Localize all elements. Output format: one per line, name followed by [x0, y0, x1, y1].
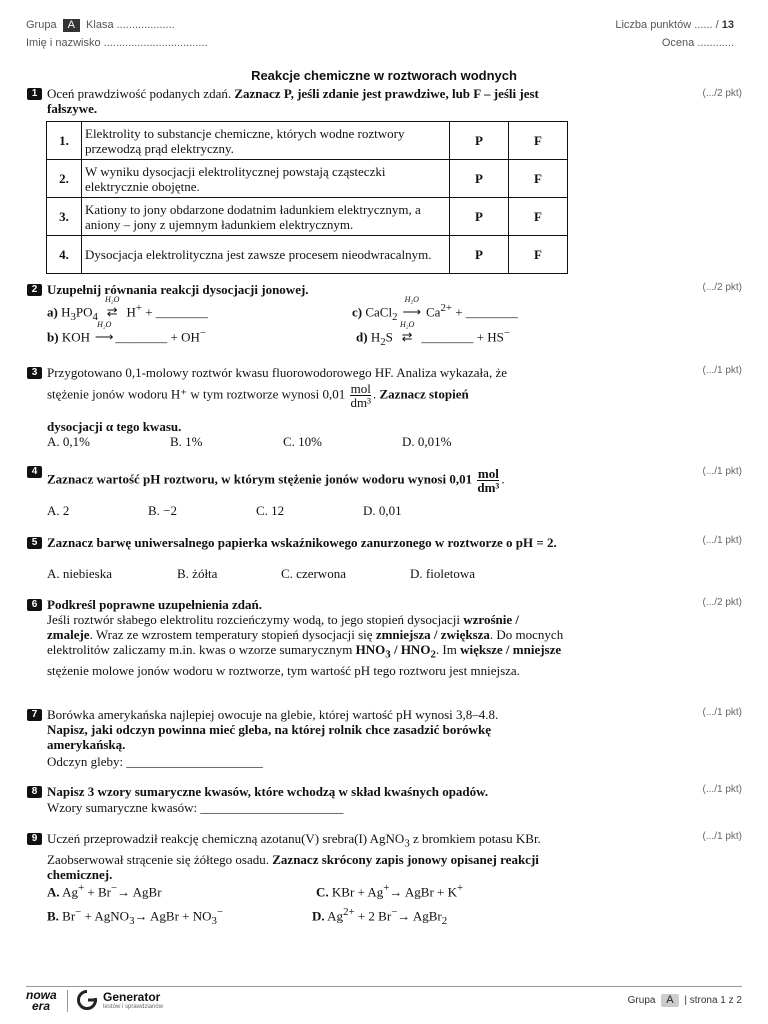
option-d[interactable]: D. $Ag^{2+} + 2$ Br−→ AgBr$_2$: [312, 906, 448, 927]
klasa-field: Klasa ...................: [86, 19, 175, 31]
q1-plain: Oceń prawdziwość podanych zdań.: [47, 86, 232, 101]
question-9-text: Uczeń przeprowadził reakcję chemiczną azotanu(V) srebra(I) AgNO$_3$ z bromkiem potasu KBr. Zaobserwował strącenie się żółtego osadu. Zaznacz skrócony zapis jonowy opisanej reakcji chemicznej.: [47, 831, 541, 882]
unit-den: dm³: [350, 395, 371, 410]
answer-line[interactable]: Wzory sumaryczne kwasów: ______________________: [47, 800, 344, 815]
points-label: (.../1 pkt): [702, 707, 742, 718]
points-total: [615, 19, 734, 31]
option-a[interactable]: A. niebieska: [47, 566, 112, 581]
question-7-bold: [47, 722, 567, 752]
row-statement: Kationy to jony obdarzone dodatnim ładunkiem elektrycznym, a aniony – jony z ujemnym ładunkiem elektrycznym.: [82, 198, 450, 236]
question-3-line2: stężenie jonów wodoru H⁺ w tym roztworze wynosi 0,01 $\frac{\text{mol}}{\text{dm³}}$ . Zaznacz stopień: [47, 381, 469, 410]
question-5-text: [47, 535, 567, 550]
points-label: (.../1 pkt): [702, 466, 742, 477]
question-number: 9: [27, 833, 42, 845]
unit-den: dm³: [477, 480, 500, 495]
true-option[interactable]: P: [450, 198, 509, 236]
points-label: (.../2 pkt): [702, 282, 742, 293]
false-option[interactable]: F: [509, 122, 568, 160]
nowa-era-logo: [26, 990, 57, 1012]
question-3-line3: [47, 419, 567, 434]
option-b[interactable]: B. Br− + AgNO$_3$→ AgBr + $NO_3^-$: [47, 906, 224, 927]
question-number: 5: [27, 537, 42, 549]
row-number: 1.: [47, 122, 82, 160]
grupa-badge: A: [63, 19, 80, 32]
option-c[interactable]: C. KBr + Ag+→ AgBr + K+: [316, 882, 464, 900]
q6-bold: Podkreśl poprawne uzupełnienia zdań.: [47, 597, 263, 612]
question-number: 2: [27, 284, 42, 296]
false-option[interactable]: F: [509, 160, 568, 198]
q4-bold: Zaznacz wartość pH roztworu, w którym stężenie jonów wodoru wynosi 0,01: [47, 471, 473, 487]
points-label: Liczba punktów ...... /: [615, 19, 719, 31]
q5-bold: Zaznacz barwę uniwersalnego papierka wskaźnikowego zanurzonego w roztworze o pH = 2.: [47, 535, 557, 550]
question-number: 1: [27, 88, 42, 100]
page-title: Reakcje chemiczne w roztworach wodnych: [251, 68, 517, 83]
row-number: 2.: [47, 160, 82, 198]
option-b[interactable]: B. 1%: [170, 434, 203, 449]
q3-text2: stężenie jonów wodoru H⁺ w tym roztworze wynosi 0,01: [47, 386, 346, 402]
points-label: (.../2 pkt): [702, 597, 742, 608]
row-statement: Dysocjacja elektrolityczna jest zawsze procesem nieodwracalnym.: [82, 236, 450, 274]
footer-grupa: Grupa: [627, 995, 656, 1006]
logo-line2: era: [32, 999, 51, 1013]
logo-line1: nowa: [26, 988, 57, 1002]
arrow-label: H₂O: [97, 320, 112, 330]
equation-a: a) $H_3PO_4$ H₂O ⇄ H+ + ________: [47, 295, 208, 323]
question-number: 8: [27, 786, 42, 798]
footer-divider: [26, 986, 742, 987]
logo-divider: [67, 990, 68, 1012]
points-label: (.../1 pkt): [702, 365, 742, 376]
unit-num: mol: [350, 381, 371, 396]
name-field: Imię i nazwisko ..................................: [26, 37, 208, 49]
row-number: 3.: [47, 198, 82, 236]
option-c[interactable]: C. 12: [256, 503, 285, 518]
q1-bold: Zaznacz P, jeśli zdanie jest prawdziwe, lub F – jeśli jest fałszywe.: [47, 86, 539, 116]
points-label: (.../1 pkt): [702, 535, 742, 546]
q2-bold: Uzupełnij równania reakcji dysocjacji jonowej.: [47, 282, 309, 297]
points-max: 13: [721, 19, 734, 31]
header-grupa: [26, 19, 175, 32]
table-row: [47, 122, 568, 160]
option-d[interactable]: D. 0,01: [363, 503, 402, 518]
true-option[interactable]: P: [450, 160, 509, 198]
table-row: [47, 236, 568, 274]
option-d[interactable]: D. 0,01%: [402, 434, 452, 449]
points-label: (.../2 pkt): [702, 88, 742, 99]
q3-bold: Zaznacz stopień: [379, 386, 469, 402]
arrow-label: H₂O: [399, 320, 415, 330]
row-statement: W wyniku dysocjacji elektrolitycznej powstają cząsteczki elektrycznie obojętne.: [82, 160, 450, 198]
footer-page-info: [628, 994, 742, 1007]
footer-page-number: | strona 1 z 2: [684, 995, 742, 1006]
row-number: 4.: [47, 236, 82, 274]
q8-bold: Napisz 3 wzory sumaryczne kwasów, które wchodzą w skład kwaśnych opadów.: [47, 784, 489, 799]
question-2-text: [47, 282, 567, 297]
question-number: 6: [27, 599, 42, 611]
true-option[interactable]: P: [450, 236, 509, 274]
arrow-label: H₂O: [404, 295, 419, 305]
option-c[interactable]: C. 10%: [283, 434, 322, 449]
points-label: (.../1 pkt): [702, 784, 742, 795]
question-number: 7: [27, 709, 42, 721]
option-b[interactable]: B. −2: [148, 503, 178, 518]
unit-num: mol: [477, 466, 499, 481]
generator-subtitle: testów i sprawdzianów: [103, 1004, 164, 1010]
option-a[interactable]: A. Ag+ + Br−→ AgBr: [47, 882, 162, 900]
q3-bold2: dysocjacji α tego kwasu.: [47, 419, 182, 434]
question-6-title: [47, 597, 567, 612]
row-statement: Elektrolity to substancje chemiczne, których wodne roztwory przewodzą prąd elektryczny.: [82, 122, 450, 160]
question-3-text: Przygotowano 0,1-molowy roztwór kwasu fluorowodorowego HF. Analiza wykazała, że: [47, 365, 507, 380]
arrow-label: H₂O: [105, 295, 120, 305]
generator-title: Generator: [103, 990, 161, 1004]
question-1-text: [47, 86, 567, 116]
option-c[interactable]: C. czerwona: [281, 566, 346, 581]
question-6-body: Jeśli roztwór słabego elektrolitu rozcieńczymy wodą, to jego stopień dysocjacji wzrośnie / zmaleje. Wraz ze wzrostem temperatury stopień dysocjacji się zmniejsza / zwiększa. Do mocnych elektrolitów zaliczamy m.in. kwas o wzorze sumarycznym $HNO_3 / HNO_2$. Im większe / mniejsze stężenie molowe jonów wodoru w roztworze, tym wartość pH tego roztworu jest mniejsza.: [47, 612, 564, 678]
true-false-table: [46, 121, 568, 274]
points-label: (.../1 pkt): [702, 831, 742, 842]
true-option[interactable]: P: [450, 122, 509, 160]
answer-line[interactable]: Odczyn gleby: _____________________: [47, 754, 263, 769]
footer-grupa-badge: A: [661, 994, 678, 1007]
option-a[interactable]: A. 2: [47, 503, 70, 518]
q7-bold: Napisz, jaki odczyn powinna mieć gleba, na której rolnik chce zasadzić borówkę amerykańską.: [47, 722, 492, 752]
grade-field: Ocena ............: [661, 37, 734, 49]
table-row: [47, 198, 568, 236]
equation-b: b) KOH H₂O ⟶ ________ + OH−: [47, 320, 206, 345]
question-number: 4: [27, 466, 42, 478]
unit-fraction: [350, 382, 371, 409]
equation-c: c) CaCl$_2$ H₂O ⟶ $Ca^{2+}$ + ________: [352, 295, 518, 323]
option-a[interactable]: A. 0,1%: [47, 434, 90, 449]
question-4-text: Zaznacz wartość pH roztworu, w którym stężenie jonów wodoru wynosi 0,01 $\frac{\text{mol}}{\text{dm³}}$ .: [47, 466, 505, 495]
equation-d: d) $H_2S$ H₂O ⇄ ________ + HS−: [356, 320, 510, 348]
false-option[interactable]: F: [509, 198, 568, 236]
question-7-text: Borówka amerykańska najlepiej owocuje na glebie, której wartość pH wynosi 3,8–4.8.: [47, 707, 499, 722]
option-b[interactable]: B. żółta: [177, 566, 218, 581]
unit-fraction: [477, 467, 499, 494]
generator-icon: [76, 989, 98, 1011]
question-number: 3: [27, 367, 42, 379]
false-option[interactable]: F: [509, 236, 568, 274]
option-d[interactable]: D. fioletowa: [410, 566, 475, 581]
question-8-text: [47, 784, 567, 799]
table-row: [47, 160, 568, 198]
grupa-label: Grupa: [26, 19, 57, 31]
